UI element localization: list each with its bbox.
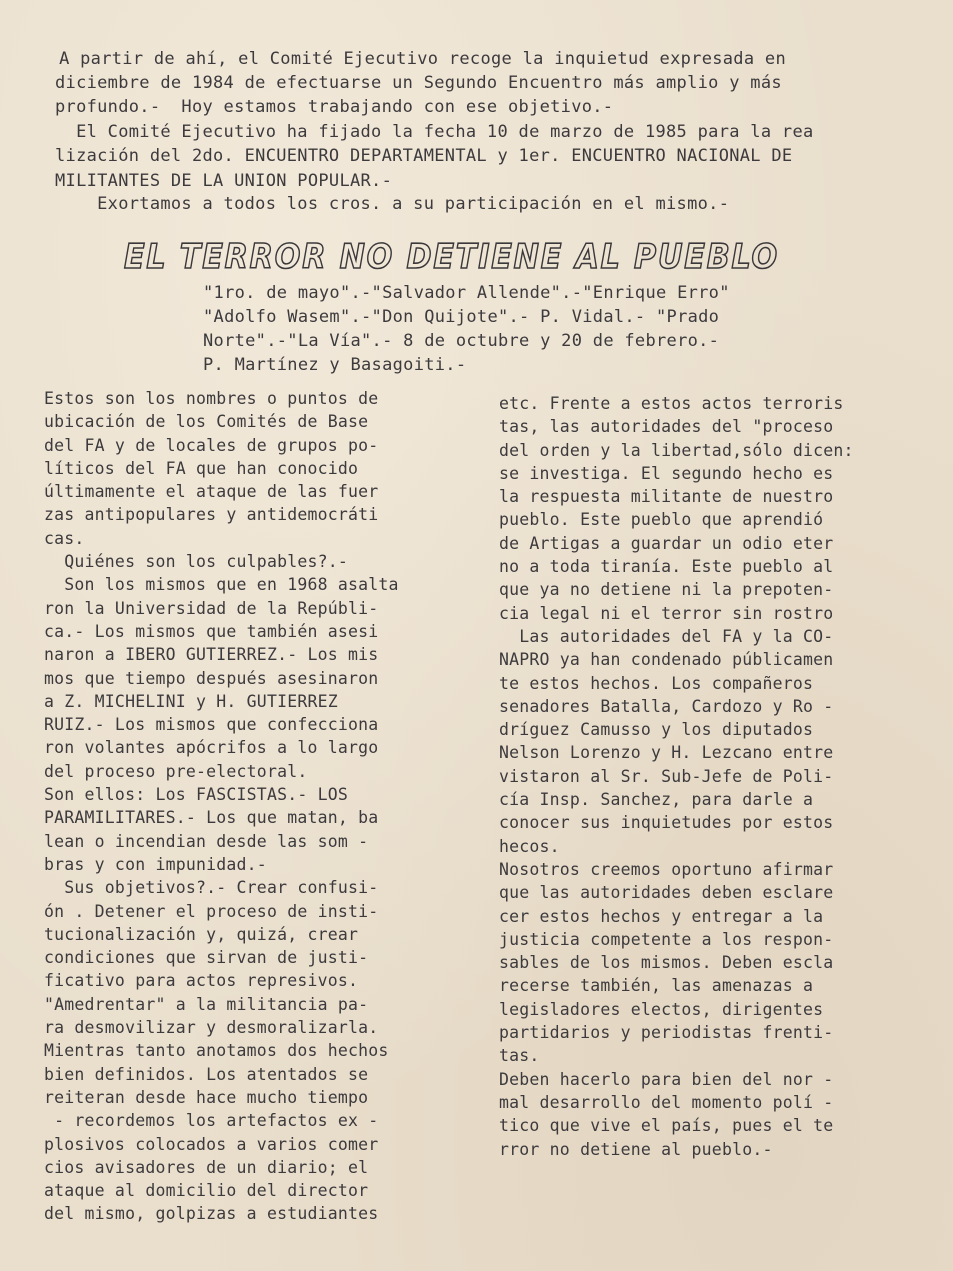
left-column-line: condiciones que sirvan de justi- bbox=[44, 948, 369, 968]
places-line: Norte".-"La Vía".- 8 de octubre y 20 de febrero.- bbox=[203, 331, 720, 351]
intro-line: diciembre de 1984 de efectuarse un Segundo Encuentro más amplio y más bbox=[55, 73, 782, 93]
left-column-line: tucionalización y, quizá, crear bbox=[44, 924, 359, 944]
right-column-line: dríguez Camusso y los diputados bbox=[499, 720, 814, 740]
left-column-line: Sus objetivos?.- Crear confusi- bbox=[44, 878, 379, 898]
right-column bbox=[499, 392, 939, 1161]
left-column-line: últimamente el ataque de las fuer bbox=[44, 482, 379, 502]
left-column-line: líticos del FA que han conocido bbox=[44, 458, 359, 478]
right-column-line: que ya no detiene ni la prepoten- bbox=[499, 580, 834, 600]
left-column-line: lean o incendian desde las som - bbox=[44, 831, 369, 851]
right-column-line: partidarios y periodistas frenti- bbox=[499, 1023, 834, 1043]
left-column-line: Son los mismos que en 1968 asalta bbox=[44, 575, 399, 595]
right-column-line: sables de los mismos. Deben escla bbox=[499, 953, 834, 973]
intro-line: profundo.- Hoy estamos trabajando con ese objetivo.- bbox=[55, 97, 614, 117]
right-column-line: cia legal ni el terror sin rostro bbox=[499, 603, 834, 623]
right-column-line: mal desarrollo del momento polí - bbox=[499, 1092, 834, 1112]
right-column-line: justicia competente a los respon- bbox=[499, 929, 834, 949]
right-column-line: se investiga. El segundo hecho es bbox=[499, 463, 834, 483]
right-column-line: NAPRO ya han condenado públicamen bbox=[499, 650, 834, 670]
right-column-line: etc. Frente a estos actos terroris bbox=[499, 394, 844, 413]
intro-line: lización del 2do. ENCUENTRO DEPARTAMENTAL y 1er. ENCUENTRO NACIONAL DE bbox=[55, 146, 793, 166]
right-column-line: Nosotros creemos oportuno afirmar bbox=[499, 859, 834, 879]
left-column-line: del mismo, golpizas a estudiantes bbox=[44, 1204, 379, 1224]
headline-text: EL TERROR NO DETIENE AL PUEBLO bbox=[124, 237, 779, 277]
left-column-line: ataque al domicilio del director bbox=[44, 1181, 369, 1201]
left-column-line: plosivos colocados a varios comer bbox=[44, 1134, 379, 1154]
left-column-line: del FA y de locales de grupos po- bbox=[44, 435, 379, 455]
left-column-line: reiteran desde hace mucho tiempo bbox=[44, 1087, 369, 1107]
headline-lettering bbox=[118, 230, 788, 280]
left-column-line: zas antipopulares y antidemocráti bbox=[44, 505, 379, 525]
right-column-line: legisladores electos, dirigentes bbox=[499, 999, 824, 1019]
right-column-line: no a toda tiranía. Este pueblo al bbox=[499, 557, 834, 577]
right-column-line: Nelson Lorenzo y H. Lezcano entre bbox=[499, 743, 834, 763]
left-column-line: ficativo para actos represivos. bbox=[44, 971, 359, 991]
intro-line: MILITANTES DE LA UNION POPULAR.- bbox=[55, 171, 393, 191]
left-column-line: bras y con impunidad.- bbox=[44, 854, 267, 874]
right-column-line: pueblo. Este pueblo que aprendió bbox=[499, 510, 824, 530]
intro-line: A partir de ahí, el Comité Ejecutivo recoge la inquietud expresada en bbox=[38, 49, 786, 69]
left-column-line: Estos son los nombres o puntos de bbox=[44, 389, 379, 408]
left-column-line: a Z. MICHELINI y H. GUTIERREZ bbox=[44, 691, 338, 711]
intro-line: El Comité Ejecutivo ha fijado la fecha 10 de marzo de 1985 para la rea bbox=[55, 122, 814, 142]
left-column-line: Son ellos: Los FASCISTAS.- LOS bbox=[44, 785, 349, 805]
headline bbox=[118, 230, 788, 280]
right-column-line: rror no detiene al pueblo.- bbox=[499, 1139, 773, 1159]
right-column-line: del orden y la libertad,sólo dicen: bbox=[499, 440, 854, 460]
right-column-line: hecos. bbox=[499, 836, 560, 856]
places-line: "1ro. de mayo".-"Salvador Allende".-"Enrique Erro" bbox=[203, 283, 730, 303]
right-column-line: tico que vive el país, pues el te bbox=[499, 1116, 834, 1136]
left-column-line: ón . Detener el proceso de insti- bbox=[44, 901, 379, 921]
right-column-line: tas. bbox=[499, 1046, 540, 1066]
right-column-line: la respuesta militante de nuestro bbox=[499, 487, 834, 507]
left-column bbox=[44, 387, 474, 1226]
right-column-line: de Artigas a guardar un odio eter bbox=[499, 533, 834, 553]
left-column-line: bien definidos. Los atentados se bbox=[44, 1064, 369, 1084]
left-column-line: - recordemos los artefactos ex - bbox=[44, 1111, 379, 1131]
right-column-line: te estos hechos. Los compañeros bbox=[499, 673, 814, 693]
left-column-line: ron volantes apócrifos a lo largo bbox=[44, 738, 379, 758]
left-column-line: ra desmovilizar y desmoralizarla. bbox=[44, 1018, 379, 1038]
left-column-line: del proceso pre-electoral. bbox=[44, 761, 308, 781]
right-column-line: tas, las autoridades del "proceso bbox=[499, 417, 834, 437]
left-column-line: "Amedrentar" a la militancia pa- bbox=[44, 994, 369, 1014]
left-column-line: PARAMILITARES.- Los que matan, ba bbox=[44, 808, 379, 828]
right-column-line: cer estos hechos y entregar a la bbox=[499, 906, 824, 926]
right-column-line: vistaron al Sr. Sub-Jefe de Poli- bbox=[499, 766, 834, 786]
left-column-line: mos que tiempo después asesinaron bbox=[44, 668, 379, 688]
left-column-line: cios avisadores de un diario; el bbox=[44, 1157, 369, 1177]
left-column-line: naron a IBERO GUTIERREZ.- Los mis bbox=[44, 645, 379, 665]
right-column-line: que las autoridades deben esclare bbox=[499, 883, 834, 903]
left-column-line: ubicación de los Comités de Base bbox=[44, 412, 369, 432]
left-column-line: Quiénes son los culpables?.- bbox=[44, 552, 349, 572]
right-column-line: conocer sus inquietudes por estos bbox=[499, 813, 834, 833]
left-column-line: ca.- Los mismos que también asesi bbox=[44, 621, 379, 641]
left-column-line: RUIZ.- Los mismos que confecciona bbox=[44, 715, 379, 735]
right-column-line: Deben hacerlo para bien del nor - bbox=[499, 1069, 834, 1089]
right-column-line: recerse también, las amenazas a bbox=[499, 976, 814, 996]
right-column-line: cía Insp. Sanchez, para darle a bbox=[499, 790, 814, 810]
left-column-line: Mientras tanto anotamos dos hechos bbox=[44, 1041, 389, 1061]
places-line: P. Martínez y Basagoiti.- bbox=[203, 355, 467, 375]
left-column-line: ron la Universidad de la Repúbli- bbox=[44, 598, 379, 618]
right-column-line: senadores Batalla, Cardozo y Ro - bbox=[499, 696, 834, 716]
places-line: "Adolfo Wasem".-"Don Quijote".- P. Vidal.- "Prado bbox=[203, 307, 720, 327]
right-column-line: Las autoridades del FA y la CO- bbox=[499, 626, 834, 646]
left-column-line: cas. bbox=[44, 528, 85, 548]
intro-line: Exortamos a todos los cros. a su participación en el mismo.- bbox=[55, 194, 730, 214]
